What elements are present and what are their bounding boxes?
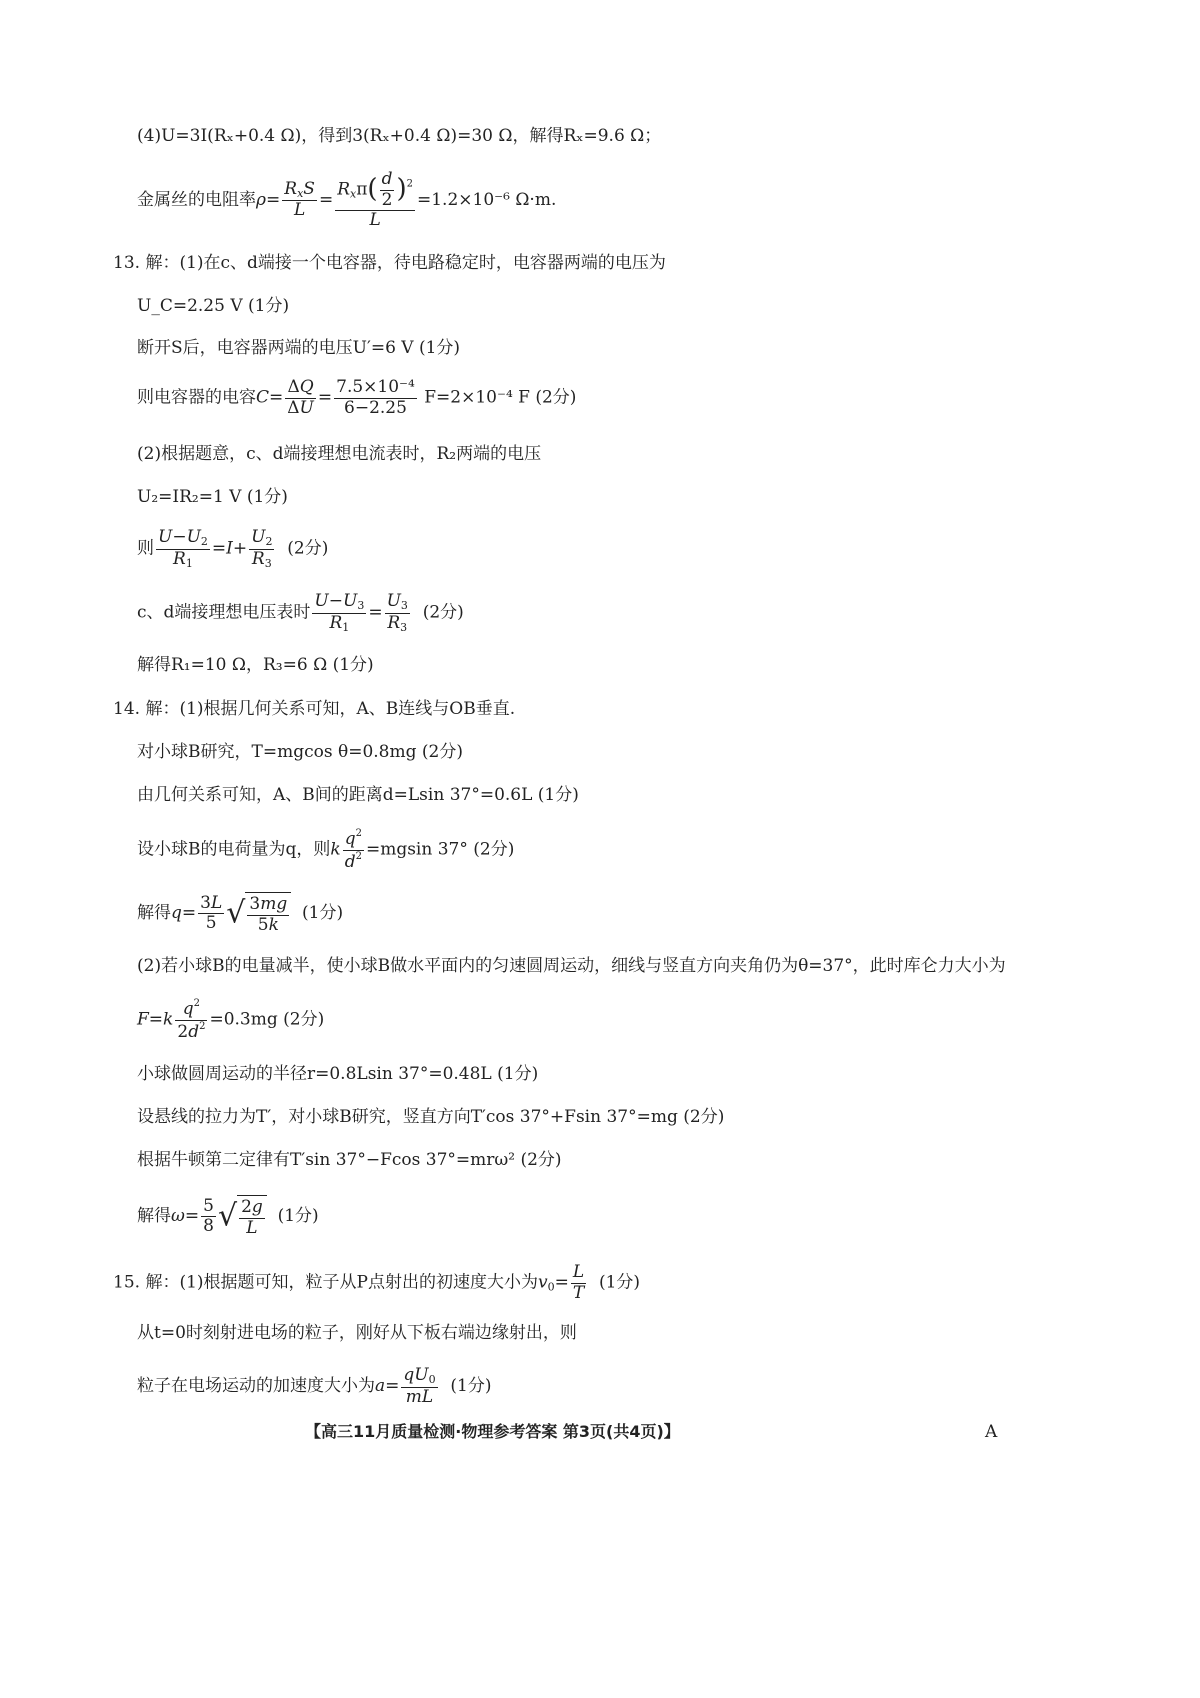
q13-part2-line: (2)根据题意，c、d端接理想电流表时，R₂两端的电压 <box>137 444 542 464</box>
capacitance-prefix: 则电容器的电容 <box>137 387 256 408</box>
resistivity-prefix: 金属丝的电阻率 <box>137 189 256 210</box>
q13-equation-2: c、d端接理想电压表时 $\frac{U-U3}{R1}$ = $\frac{U3}{R3}$ (2分) <box>137 591 464 634</box>
q14-newton-line: 根据牛顿第二定律有T′sin 37°−Fcos 37°=mrω² (2分) <box>137 1150 562 1170</box>
q15-accel-line: 粒子在电场运动的加速度大小为a= $\frac{qU0}{mL}$ (1分) <box>137 1365 492 1407</box>
resistivity-fraction-2: Rxπ( $\frac{d}{2}$ )$^2$ L <box>337 169 413 231</box>
resistivity-result: =1.2×10⁻⁶ Ω·m. <box>416 189 557 210</box>
q14-distance-line: 由几何关系可知，A、B间的距离d=Lsin 37°=0.6L (1分) <box>137 785 579 805</box>
q13-capacitance-line: 则电容器的电容C= $\frac{\Delta Q}{\Delta U}$ = $\frac{\text{7.5×10⁻⁴}}{6-2.25}$ F=2×10⁻⁴ F (2分) <box>137 377 577 418</box>
capacitance-result: F=2×10⁻⁴ F (2分) <box>424 387 577 408</box>
page-footer: 【高三11月质量检测·物理参考答案 第3页(共4页)】 <box>305 1422 680 1441</box>
q15-header-line: 15. 解：(1)根据题可知，粒子从P点射出的初速度大小为v0= $\frac{L}{T}$ (1分) <box>113 1262 641 1303</box>
q13-uc-line: U_C=2.25 V (1分) <box>137 296 290 316</box>
capacitance-fraction-1: $\frac{\Delta Q}{\Delta U}$ <box>287 377 314 418</box>
q13-equation-1: 则 $\frac{U-U2}{R1}$ =I+ $\frac{U2}{R3}$ (2分) <box>137 527 329 570</box>
q14-vertical-line: 设悬线的拉力为T′，对小球B研究，竖直方向T′cos 37°+Fsin 37°=mg (2分) <box>137 1107 725 1127</box>
q13-header: 13. 解：(1)在c、d端接一个电容器，待电路稳定时，电容器两端的电压为 <box>113 253 666 273</box>
resistivity-fraction-1: RxS L <box>284 178 315 221</box>
q15-t0-line: 从t=0时刻射进电场的粒子，刚好从下板右端边缘射出，则 <box>137 1323 577 1343</box>
q14-header: 14. 解：(1)根据几何关系可知，A、B连线与OB垂直. <box>113 699 516 719</box>
q14-force-line: F=k $\frac{q^2}{2d^2}$ =0.3mg (2分) <box>137 998 325 1042</box>
q14-radius-line: 小球做圆周运动的半径r=0.8Lsin 37°=0.48L (1分) <box>137 1064 539 1084</box>
q14-q-solve-line: 解得q= $\frac{3L}{5}$ √ $\frac{3mg}{5k}$ (1分) <box>137 892 344 935</box>
q13-solve-line: 解得R₁=10 Ω，R₃=6 Ω (1分) <box>137 655 374 675</box>
q14-part2-line: (2)若小球B的电量减半，使小球B做水平面内的匀速圆周运动，细线与竖直方向夹角仍为θ=37°，此时库仑力大小为 <box>137 956 1006 976</box>
q14-charge-line: 设小球B的电荷量为q，则k $\frac{q^2}{d^2}$ =mgsin 37° (2分) <box>137 828 515 872</box>
q12-part4-line: (4)U=3I(Rₓ+0.4 Ω)，得到3(Rₓ+0.4 Ω)=30 Ω，解得Rₓ=9.6 Ω； <box>137 126 662 146</box>
q13-u2-line: U₂=IR₂=1 V (1分) <box>137 487 288 507</box>
capacitance-fraction-2: $\frac{\text{7.5×10⁻⁴}}{6-2.25}$ <box>336 377 415 418</box>
q14-tension-line: 对小球B研究，T=mgcos θ=0.8mg (2分) <box>137 742 463 762</box>
q13-s-open-line: 断开S后，电容器两端的电压U′=6 V (1分) <box>137 338 461 358</box>
q12-resistivity-line: 金属丝的电阻率ρ= RxS L = Rxπ( $\frac{d}{2}$ )$^2$ L =1.2×10⁻⁶ Ω·m. <box>137 169 557 231</box>
version-label: A <box>985 1422 998 1442</box>
q14-omega-line: 解得ω= $\frac{5}{8}$ √ $\frac{2g}{L}$ (1分) <box>137 1195 319 1238</box>
